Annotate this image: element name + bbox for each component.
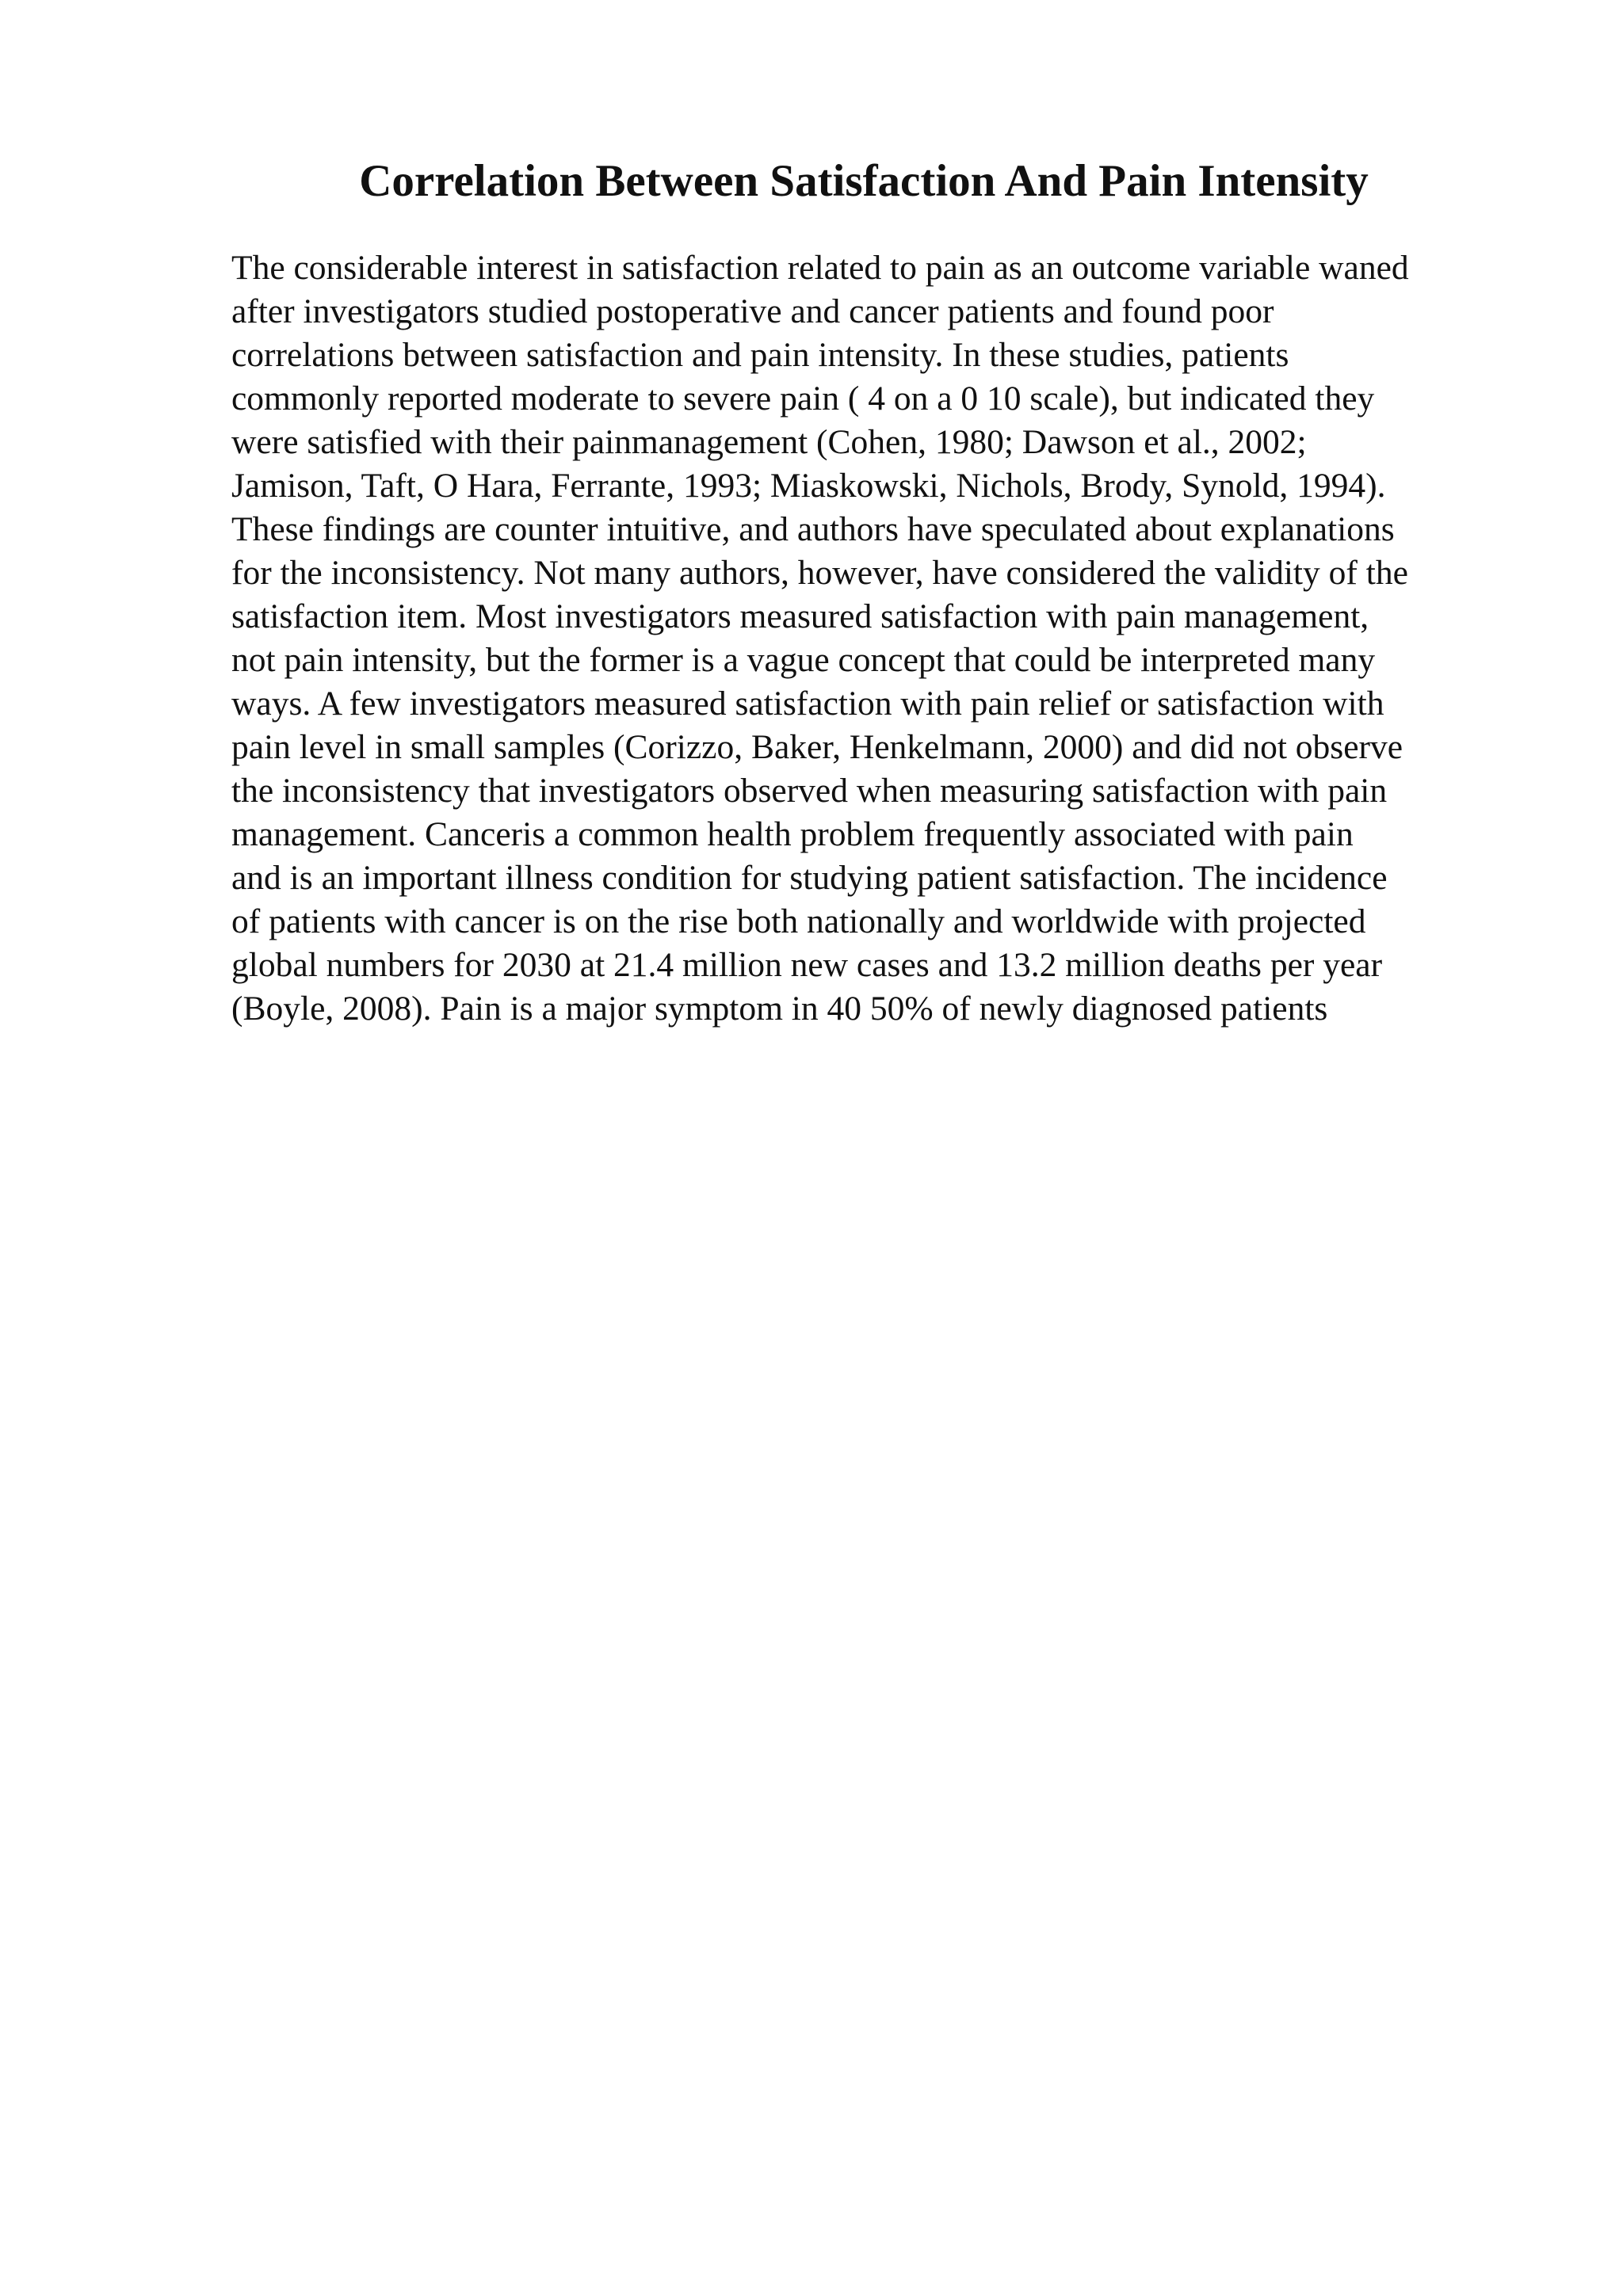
paragraph-line: for the inconsistency. Not many authors, however, have considered the validity of the	[231, 554, 1408, 592]
paragraph-line: Jamison, Taft, O Hara, Ferrante, 1993; Miaskowski, Nichols, Brody, Synold, 1994).	[231, 467, 1386, 505]
paragraph-line: management. Canceris a common health problem frequently associated with pain	[231, 815, 1354, 853]
paragraph-line: The considerable interest in satisfaction related to pain as an outcome variable waned	[231, 249, 1409, 287]
paragraph-line: global numbers for 2030 at 21.4 million new cases and 13.2 million deaths per year	[231, 946, 1383, 984]
paragraph-line: and is an important illness condition for studying patient satisfaction. The incidence	[231, 859, 1388, 897]
paragraph-line: (Boyle, 2008). Pain is a major symptom in 40 50% of newly diagnosed patients	[231, 990, 1328, 1028]
paragraph-line: pain level in small samples (Corizzo, Baker, Henkelmann, 2000) and did not observe	[231, 728, 1403, 766]
paragraph-line: not pain intensity, but the former is a vague concept that could be interpreted many	[231, 641, 1376, 679]
paragraph-line: ways. A few investigators measured satisfaction with pain relief or satisfaction with	[231, 685, 1384, 723]
paragraph-line: after investigators studied postoperative and cancer patients and found poor	[231, 292, 1274, 330]
paragraph-line: commonly reported moderate to severe pain ( 4 on a 0 10 scale), but indicated they	[231, 379, 1375, 418]
paragraph-line: These findings are counter intuitive, and authors have speculated about explanations	[231, 510, 1395, 548]
paragraph-line: were satisfied with their painmanagement (Cohen, 1980; Dawson et al., 2002;	[231, 423, 1307, 461]
page-title: Correlation Between Satisfaction And Pain Intensity	[359, 156, 1369, 206]
paragraph-line: satisfaction item. Most investigators measured satisfaction with pain management,	[231, 597, 1369, 635]
paragraph-line: of patients with cancer is on the rise both nationally and worldwide with projected	[231, 902, 1366, 940]
body-paragraph	[231, 246, 1515, 1031]
paragraph-line: the inconsistency that investigators observed when measuring satisfaction with pain	[231, 772, 1388, 810]
paragraph-line: correlations between satisfaction and pain intensity. In these studies, patients	[231, 336, 1289, 374]
